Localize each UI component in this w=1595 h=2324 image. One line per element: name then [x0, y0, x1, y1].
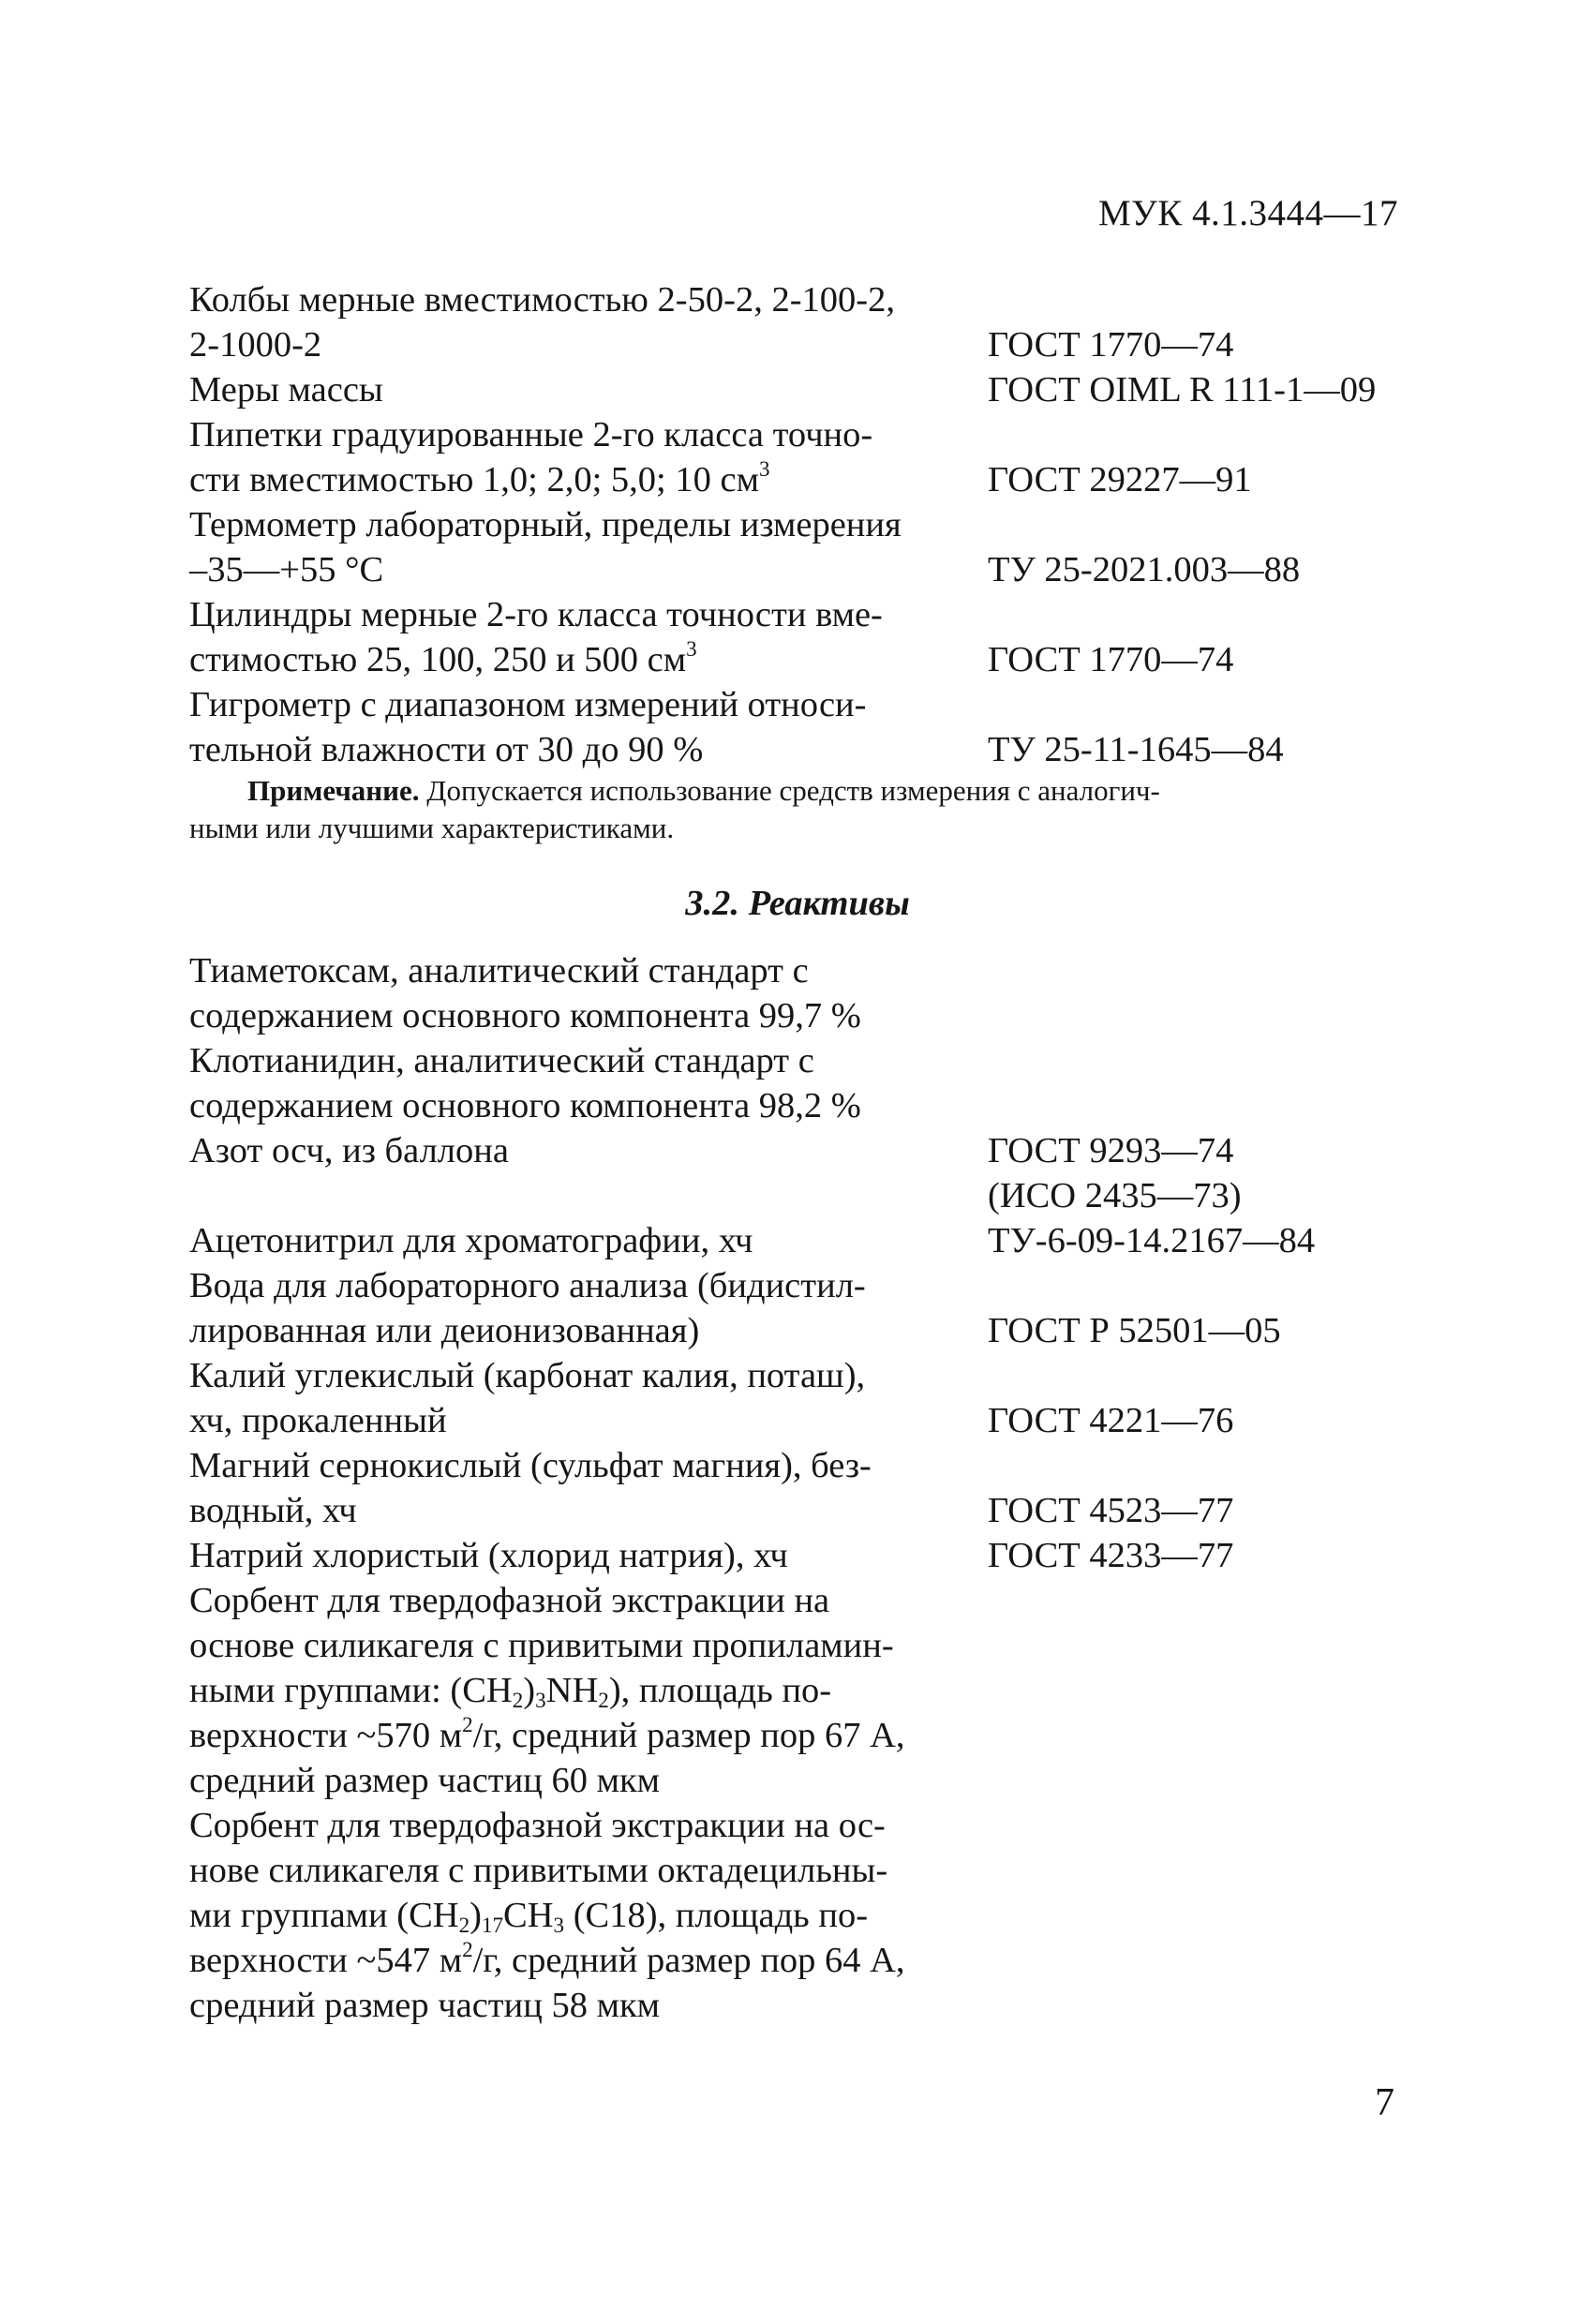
- item-text: содержанием основного компонента 99,7 %: [189, 996, 861, 1035]
- item-text: средний размер частиц 58 мкм: [189, 1986, 661, 2025]
- item-text: Магний сернокислый (сульфат магния), без-: [189, 1446, 872, 1485]
- item-standard: ГОСТ 1770—74: [988, 640, 1234, 679]
- item-text: средний размер частиц 60 мкм: [189, 1761, 661, 1800]
- item-text: Пипетки градуированные 2-го класса точно-: [189, 415, 873, 454]
- item-text: Вода для лабораторного анализа (бидистил-: [189, 1266, 866, 1305]
- item-text: сти вместимостью 1,0; 2,0; 5,0; 10 $см^3$: [189, 455, 770, 499]
- item-text: верхности ~570 $м^2/г$, средний размер пор 67 А,: [189, 1711, 905, 1755]
- item-standard: ГОСТ 1770—74: [988, 325, 1234, 365]
- item-text: Колбы мерные вместимостью 2-50-2, 2-100-2,: [189, 280, 895, 320]
- item-text: хч, прокаленный: [189, 1401, 447, 1440]
- item-text: содержанием основного компонента 98,2 %: [189, 1086, 861, 1125]
- item-text: 2-1000-2: [189, 325, 322, 365]
- item-text: Сорбент для твердофазной экстракции на: [189, 1581, 830, 1620]
- item-standard: ГОСТ 29227—91: [988, 460, 1252, 499]
- superscript: 3: [686, 635, 697, 661]
- note: [189, 772, 1408, 847]
- item-text: –35—+55 °С: [189, 550, 384, 589]
- item-text: лированная или деионизованная): [189, 1311, 700, 1350]
- item-standard: ТУ-6-09-14.2167—84: [988, 1221, 1316, 1260]
- item-text: Цилиндры мерные 2-го класса точности вме-: [189, 595, 883, 634]
- item-text: Меры массы: [189, 370, 383, 410]
- item-standard: ГОСТ Р 52501—05: [988, 1311, 1281, 1350]
- item-text: ми группами $(CH_2)_{17}CH_3$ (С18), площадь по-: [189, 1896, 869, 1937]
- item-standard: ГОСТ 4233—77: [988, 1536, 1234, 1575]
- standard-line: ГОСТ 9293—74: [988, 1131, 1234, 1170]
- item-text: нове силикагеля с привитыми октадецильны-: [189, 1851, 888, 1890]
- item-text: стимостью 25, 100, 250 и 500 $см^3$: [189, 635, 697, 679]
- standard-line: (ИСО 2435—73): [988, 1176, 1242, 1215]
- item-standard: ГОСТ 4523—77: [988, 1491, 1234, 1530]
- item-text: верхности ~547 $м^2/г$, средний размер пор 64 А,: [189, 1936, 905, 1980]
- page-number: 7: [1375, 2081, 1394, 2124]
- item-text: Натрий хлористый (хлорид натрия), хч: [189, 1536, 788, 1575]
- item-text: Клотианидин, аналитический стандарт с: [189, 1041, 814, 1080]
- item-text: основе силикагеля с привитыми пропиламин-: [189, 1626, 894, 1665]
- section-title: 3.2. Реактивы: [685, 884, 910, 923]
- superscript: 3: [758, 455, 770, 481]
- item-standard: ГОСТ 4221—76: [988, 1401, 1234, 1440]
- item-text: Калий углекислый (карбонат калия, поташ),: [189, 1356, 866, 1395]
- item-text: Азот осч, из баллона: [189, 1131, 509, 1170]
- item-text: Сорбент для твердофазной экстракции на ос-: [189, 1806, 886, 1845]
- item-text: Гигрометр с диапазоном измерений относи-: [189, 685, 867, 724]
- note-text: Допускается использование средств измерения с аналогич-: [426, 774, 1160, 807]
- item-standard: ТУ 25-11-1645—84: [988, 730, 1284, 769]
- item-text: Термометр лабораторный, пределы измерения: [189, 505, 902, 544]
- item-text: Ацетонитрил для хроматографии, хч: [189, 1221, 753, 1260]
- item-text: тельной влажности от 30 до 90 %: [189, 730, 704, 769]
- item-text: водный, хч: [189, 1491, 357, 1530]
- item-text: Тиаметоксам, аналитический стандарт с: [189, 951, 809, 991]
- item-standard: ТУ 25-2021.003—88: [988, 550, 1301, 589]
- note-label: Примечание.: [247, 774, 420, 807]
- note-text: ными или лучшими характеристиками.: [189, 812, 675, 844]
- document-code: МУК 4.1.3444—17: [1097, 193, 1398, 233]
- item-standard: ГОСТ OIML R 111-1—09: [988, 370, 1377, 410]
- item-standard: [988, 1128, 1242, 1218]
- item-text: ными группами: $(CH_2)_3NH_2$), площадь по-: [189, 1671, 832, 1712]
